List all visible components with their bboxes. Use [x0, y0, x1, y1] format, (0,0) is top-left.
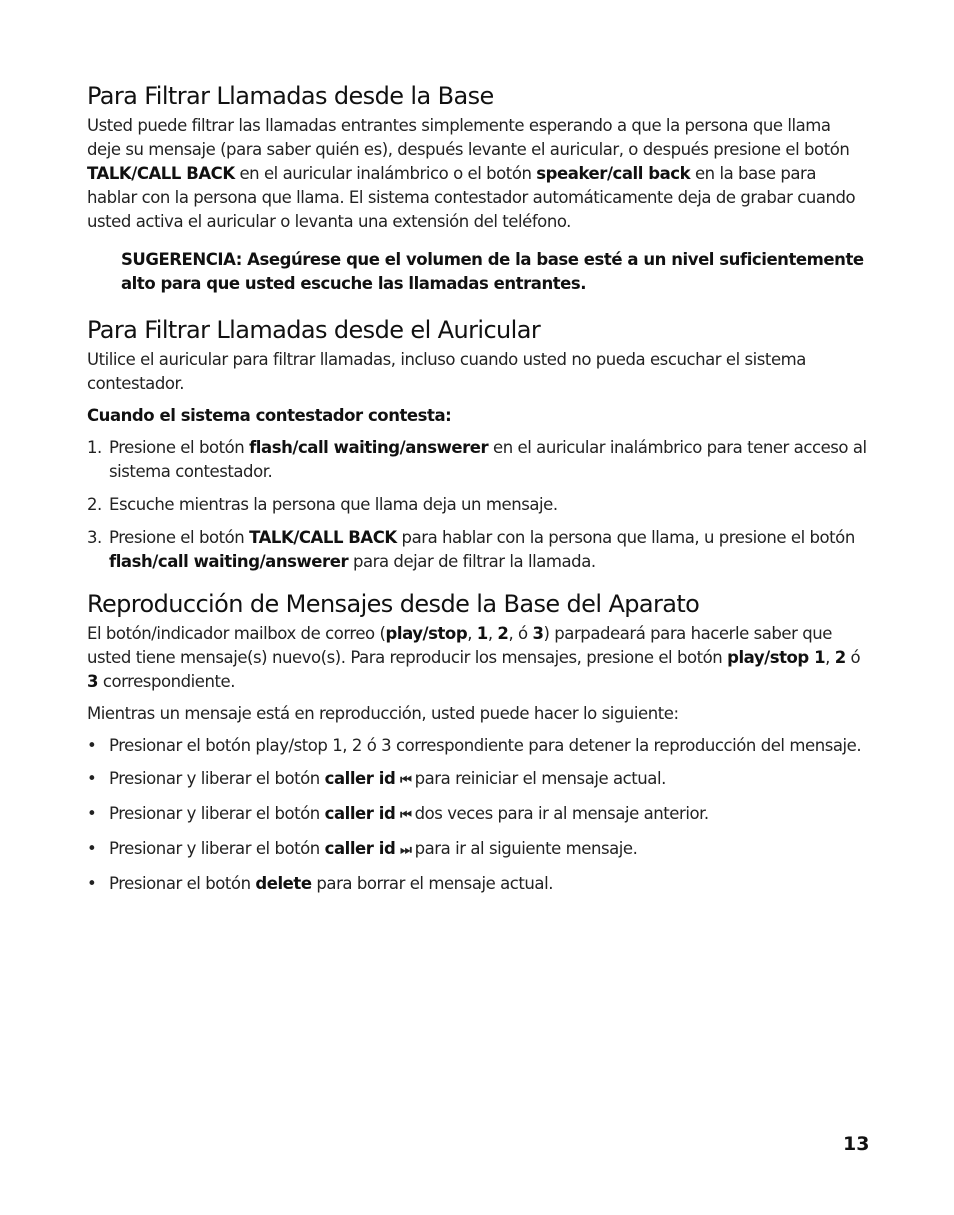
section-paragraph: Mientras un mensaje está en reproducción, usted puede hacer lo siguiente:: [87, 704, 679, 723]
section-subheading: Cuando el sistema contestador contesta:: [87, 406, 452, 425]
step-item: 3. Presione el botón TALK/CALL BACK para hablar con la persona que llama, u presione el botón flash/call waiting/answerer para dejar de filtrar la llamada.: [87, 528, 855, 571]
section-screen-calls-base: [87, 82, 867, 296]
page-number: 13: [843, 1133, 870, 1155]
skip-back-icon: ⏮: [400, 773, 410, 788]
section-message-playback: [87, 590, 867, 896]
bullet-list: [87, 734, 867, 896]
section-heading: Reproducción de Mensajes desde la Base del Aparato: [87, 590, 700, 618]
bullet-item: • Presionar y liberar el botón caller id ⏮ para reiniciar el mensaje actual.: [87, 767, 867, 793]
bullet-item: • Presionar el botón delete para borrar el mensaje actual.: [87, 872, 867, 896]
step-number: 1.: [87, 438, 102, 457]
bullet-item: • Presionar y liberar el botón caller id ⏮ dos veces para ir al mensaje anterior.: [87, 802, 867, 828]
bullet-icon: •: [87, 839, 97, 858]
section-body: Usted puede filtrar las llamadas entrantes simplemente esperando a que la persona que llama deje su mensaje (para saber quién es), después levante el auricular, o después presione el botón TALK/CALL BACK en el auricular inalámbrico o el botón speaker/call back en la base para hablar con la persona que llama. El sistema contestador automáticamente deja de grabar cuando usted activa el auricular o levanta una extensión del teléfono.: [87, 116, 856, 231]
tip-note: SUGERENCIA: Asegúrese que el volumen de la base esté a un nivel suficientemente alto para que usted escuche las llamadas entrantes.: [121, 250, 864, 293]
section-intro: Utilice el auricular para filtrar llamadas, incluso cuando usted no pueda escuchar el sistema contestador.: [87, 350, 806, 393]
skip-forward-icon: ⏭: [400, 843, 410, 858]
bullet-icon: •: [87, 874, 97, 893]
manual-page: [87, 82, 867, 910]
steps-list: [87, 436, 867, 574]
bullet-item: • Presionar el botón play/stop 1, 2 ó 3 correspondiente para detener la reproducción del mensaje.: [87, 734, 867, 758]
bullet-icon: •: [87, 804, 97, 823]
step-item: 1. Presione el botón flash/call waiting/answerer en el auricular inalámbrico para tener acceso al sistema contestador.: [87, 438, 867, 481]
skip-back-icon: ⏮: [400, 808, 410, 823]
bullet-icon: •: [87, 736, 97, 755]
step-number: 3.: [87, 528, 102, 547]
section-heading: Para Filtrar Llamadas desde la Base: [87, 82, 494, 110]
section-screen-calls-handset: [87, 316, 867, 574]
step-item: 2. Escuche mientras la persona que llama deja un mensaje.: [87, 493, 867, 517]
bullet-item: • Presionar y liberar el botón caller id ⏭ para ir al siguiente mensaje.: [87, 837, 867, 863]
section-heading: Para Filtrar Llamadas desde el Auricular: [87, 316, 541, 344]
section-paragraph: El botón/indicador mailbox de correo (play/stop, 1, 2, ó 3) parpadeará para hacerle saber que usted tiene mensaje(s) nuevo(s). Para reproducir los mensajes, presione el botón play/stop 1, 2 ó 3 correspondiente.: [87, 624, 861, 691]
bullet-icon: •: [87, 769, 97, 788]
step-number: 2.: [87, 495, 102, 514]
